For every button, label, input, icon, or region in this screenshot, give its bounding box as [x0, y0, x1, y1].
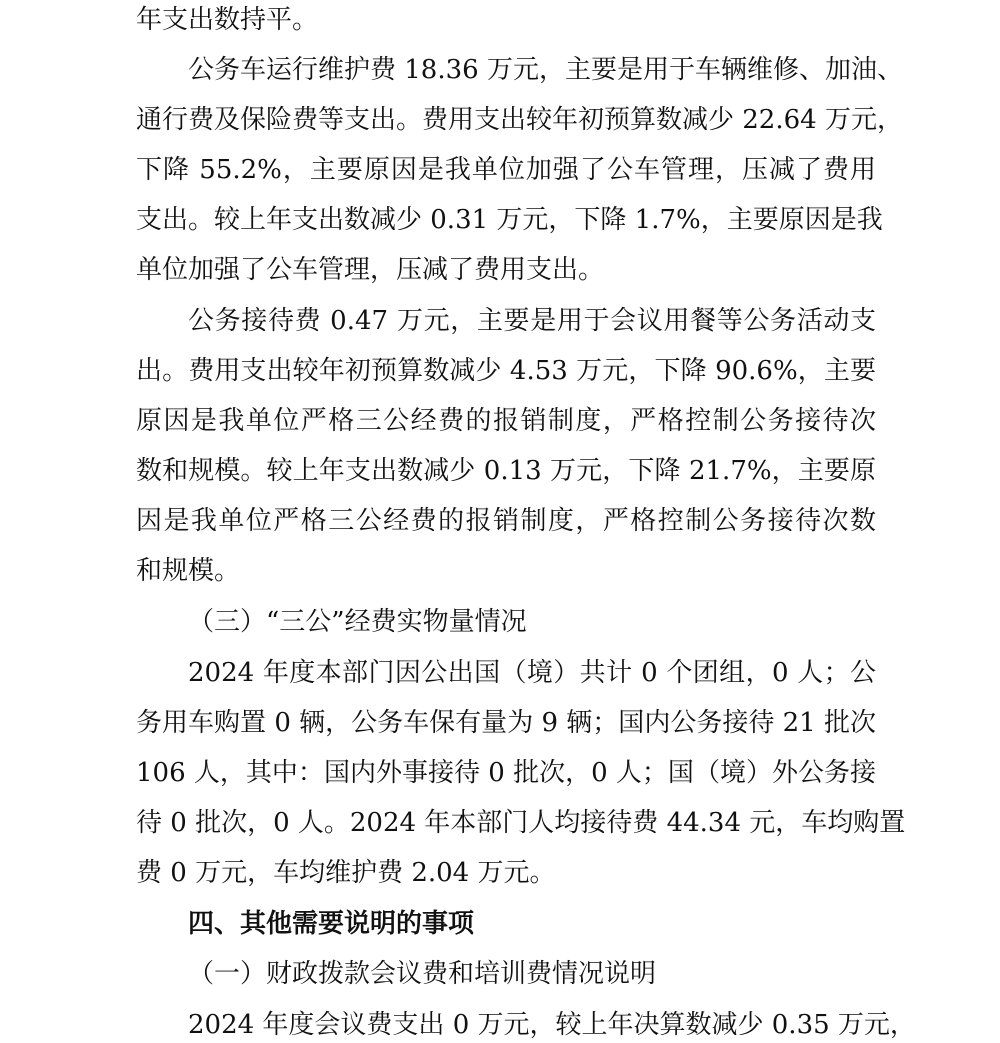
text-line: 106 人，其中：国内外事接待 0 批次，0 人；国（境）外公务接	[136, 758, 876, 788]
section-heading: （三）“三公”经费实物量情况	[188, 607, 527, 637]
text-line: 2024 年度会议费支出 0 万元，较上年决算数减少 0.35 万元，	[188, 1010, 916, 1040]
text-line: 通行费及保险费等支出。费用支出较年初预算数减少 22.64 万元，	[136, 105, 903, 135]
text-line: 原因是我单位严格三公经费的报销制度，严格控制公务接待次	[136, 406, 876, 436]
text-line: 单位加强了公车管理，压减了费用支出。	[136, 255, 605, 285]
text-line: 下降 55.2%，主要原因是我单位加强了公车管理，压减了费用	[136, 155, 876, 185]
text-line: 支出。较上年支出数减少 0.31 万元，下降 1.7%，主要原因是我	[136, 205, 883, 235]
text-line: 费 0 万元，车均维护费 2.04 万元。	[136, 858, 556, 888]
text-line: 和规模。	[136, 556, 241, 586]
text-line: 年支出数持平。	[136, 5, 319, 35]
text-line: 出。费用支出较年初预算数减少 4.53 万元，下降 90.6%，主要	[136, 356, 876, 386]
text-line: 公务接待费 0.47 万元，主要是用于会议用餐等公务活动支	[188, 306, 876, 336]
text-line: 待 0 批次，0 人。2024 年本部门人均接待费 44.34 元，车均购置	[136, 808, 906, 838]
text-line: 因是我单位严格三公经费的报销制度，严格控制公务接待次数	[136, 506, 876, 536]
chapter-heading: 四、其他需要说明的事项	[188, 909, 475, 939]
text-line: 2024 年度本部门因公出国（境）共计 0 个团组，0 人；公	[188, 658, 876, 688]
text-line: 公务车运行维护费 18.36 万元，主要是用于车辆维修、加油、	[188, 55, 903, 85]
subsection-heading: （一）财政拨款会议费和培训费情况说明	[188, 959, 657, 989]
text-line: 数和规模。较上年支出数减少 0.13 万元，下降 21.7%，主要原	[136, 456, 876, 486]
text-line: 务用车购置 0 辆，公务车保有量为 9 辆；国内公务接待 21 批次	[136, 708, 876, 738]
